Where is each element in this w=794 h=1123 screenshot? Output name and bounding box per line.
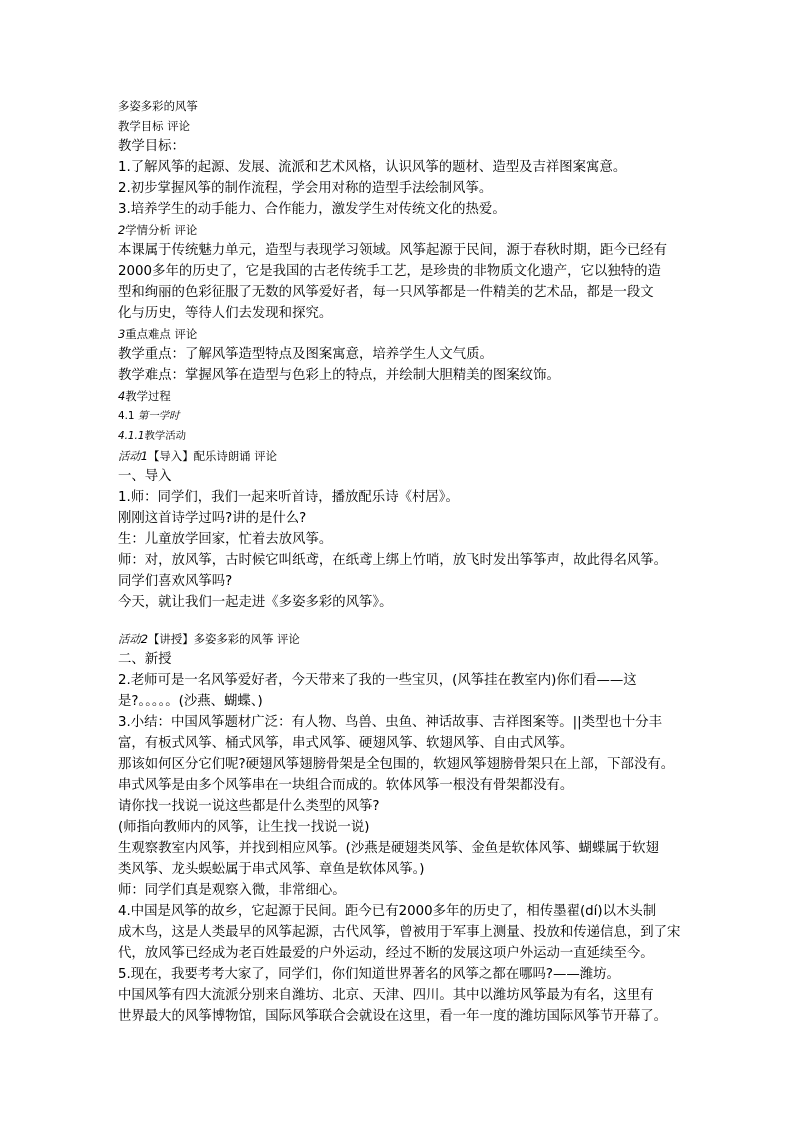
activity-prefix: 活动1 <box>118 449 149 463</box>
paragraph-line: 2000多年的历史了，它是我国的古老传统手工艺，是珍贵的非物质文化遗产，它以独特的造 <box>118 264 661 279</box>
text-line: 是?。。。。。(沙燕、蝴蝶、) <box>118 694 263 709</box>
text-line: 1.师：同学们，我们一起来听首诗，播放配乐诗《村居》。 <box>118 490 459 505</box>
subsubsection-number: 4.1.1 <box>118 430 145 442</box>
key-point: 教学难点：掌握风筝在造型与色彩上的特点，并绘制大胆精美的图案纹饰。 <box>118 368 560 383</box>
key-point: 教学重点：了解风筝造型特点及图案寓意，培养学生人文气质。 <box>118 347 493 362</box>
text-line: 一、导入 <box>118 469 172 484</box>
comment-link[interactable]: 评论 <box>254 449 277 463</box>
text-line: 富，有板式风筝、桶式风筝，串式风筝、硬翅风筝、软翅风筝、自由式风筝。 <box>118 736 574 751</box>
subsection-number: 4.1 <box>118 410 135 422</box>
text-line: 5.现在，我要考考大家了，同学们，你们知道世界著名的风筝之都在哪吗?——潍坊。 <box>118 967 620 982</box>
activity-title: 【导入】配乐诗朗诵 <box>148 449 251 463</box>
section-number: 4 <box>118 389 126 403</box>
comment-link[interactable]: 评论 <box>174 223 198 237</box>
text-line: 中国风筝有四大流派分别来自潍坊、北京、天津、四川。其中以潍坊风筝最为有名，这里有 <box>118 988 654 1003</box>
text-line: 3.小结：中国风筝题材广泛：有人物、鸟兽、虫鱼、神话故事、吉祥图案等。||类型也十分丰 <box>118 715 663 730</box>
text-line: 串式风筝是由多个风筝串在一块组合而成的。软体风筝一根没有骨架都没有。 <box>118 778 574 793</box>
section-heading-text: 重点难点 <box>125 327 171 341</box>
text-line: 请你找一找说一说这些都是什么类型的风筝? <box>118 799 380 814</box>
section-heading-text: 教学过程 <box>125 389 171 403</box>
text-line: 生：儿童放学回家，忙着去放风筝。 <box>118 532 333 547</box>
text-line: 2.老师可是一名风筝爱好者，今天带来了我的一些宝贝，(风筝挂在教室内)你们看——这 <box>118 673 637 688</box>
activity-heading <box>118 629 688 649</box>
comment-link[interactable]: 评论 <box>276 632 300 646</box>
comment-link[interactable]: 评论 <box>174 327 198 341</box>
text-line: 4.中国是风筝的故乡，它起源于民间。距今已有2000多年的历史了，相传墨翟(dí)以木头制 <box>118 904 657 919</box>
subsection-heading <box>118 406 688 426</box>
section-heading-teaching-goals <box>118 116 688 136</box>
section-heading-text: 学情分析 <box>125 223 171 237</box>
text-line: 二、新授 <box>118 652 172 667</box>
text-line: 成木鸟，这是人类最早的风筝起源，古代风筝，曾被用于军事上测量、投放和传递信息，到了宋 <box>118 925 681 940</box>
subsubsection-label: 教学活动 <box>144 430 187 442</box>
text-line: 生观察教室内风筝，并找到相应风筝。(沙燕是硬翅类风筝、金鱼是软体风筝、蝴蝶属于软翅 <box>118 841 659 856</box>
comment-link[interactable]: 评论 <box>167 119 190 133</box>
activity-title: 【讲授】多姿多彩的风筝 <box>148 632 274 646</box>
goals-label: 教学目标： <box>118 139 185 154</box>
paragraph-line: 型和绚丽的色彩征服了无数的风筝爱好者，每一只风筝都是一件精美的艺术品，都是一段文 <box>118 285 654 300</box>
text-line: (师指向教师内的风筝，让生找一找说一说) <box>118 820 370 835</box>
section-heading-teaching-process <box>118 386 688 406</box>
text-line: 师：同学们真是观察入微，非常细心。 <box>118 883 346 898</box>
text-line: 师：对，放风筝，古时候它叫纸鸢，在纸鸢上绑上竹哨，放飞时发出筝筝声，故此得名风筝。 <box>118 553 668 568</box>
section-number: 3 <box>118 327 126 341</box>
goal-item: 2.初步掌握风筝的制作流程，学会用对称的造型手法绘制风筝。 <box>118 181 493 196</box>
activity-heading <box>118 446 688 466</box>
text-line: 今天，就让我们一起走进《多姿多彩的风筝》。 <box>118 595 393 610</box>
paragraph-line: 化与历史，等待人们去发现和探究。 <box>118 306 333 321</box>
subsubsection-heading <box>118 426 688 446</box>
text-line: 类风筝、龙头蜈蚣属于串式风筝、章鱼是软体风筝。) <box>118 862 425 877</box>
document-page <box>118 96 688 1027</box>
section-heading-student-analysis <box>118 220 688 240</box>
subsection-label: 第一学时 <box>137 410 180 422</box>
section-number: 2 <box>118 223 126 237</box>
goal-item: 3.培养学生的动手能力、合作能力，激发学生对传统文化的热爱。 <box>118 202 506 217</box>
section-heading-key-points <box>118 324 688 344</box>
spacer <box>118 613 688 629</box>
goal-item: 1.了解风筝的起源、发展、流派和艺术风格，认识风筝的题材、造型及吉祥图案寓意。 <box>118 160 627 175</box>
text-line: 刚刚这首诗学过吗?讲的是什么? <box>118 511 307 526</box>
text-line: 同学们喜欢风筝吗? <box>118 574 233 589</box>
text-line: 世界最大的风筝博物馆，国际风筝联合会就设在这里，看一年一度的潍坊国际风筝节开幕了。 <box>118 1009 668 1024</box>
document-title: 多姿多彩的风筝 <box>118 99 198 113</box>
paragraph-line: 本课属于传统魅力单元，造型与表现学习领域。风筝起源于民间，源于春秋时期，距今已经有 <box>118 243 668 258</box>
section-heading-text: 教学目标 <box>118 119 164 133</box>
text-line: 代，放风筝已经成为老百姓最爱的户外运动，经过不断的发展这项户外运动一直延续至今。 <box>118 946 654 961</box>
text-line: 那该如何区分它们呢?硬翅风筝翅膀骨架是全包围的，软翅风筝翅膀骨架只在上部，下部没有。 <box>118 757 675 772</box>
activity-prefix: 活动2 <box>118 632 149 646</box>
